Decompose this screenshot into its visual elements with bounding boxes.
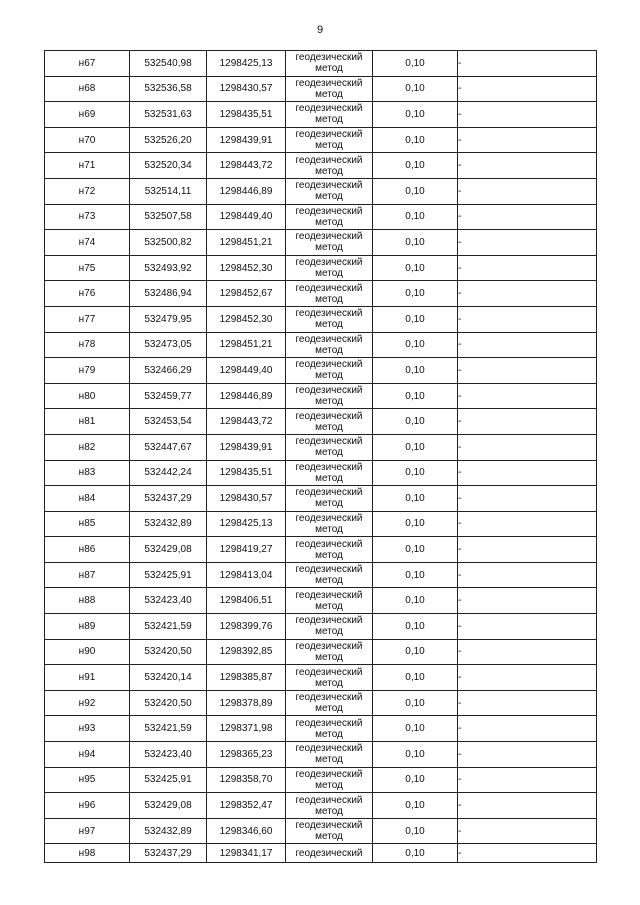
method-cell: [286, 844, 373, 863]
x-coordinate-cell: 532500,82: [130, 230, 207, 256]
x-coordinate-cell: 532453,54: [130, 409, 207, 435]
table-row: [45, 102, 597, 128]
method-line-2: метод: [315, 216, 343, 228]
accuracy-cell: 0,10: [373, 383, 458, 409]
x-coordinate-cell: 532425,91: [130, 767, 207, 793]
accuracy-cell: 0,10: [373, 486, 458, 512]
method-cell: [286, 818, 373, 844]
table-row: [45, 332, 597, 358]
method-line-1: геодезический: [295, 77, 363, 89]
accuracy-cell: 0,10: [373, 588, 458, 614]
method-line-2: метод: [315, 498, 343, 510]
method-line-1: геодезический: [295, 129, 363, 141]
method-cell: [286, 332, 373, 358]
note-cell: -: [458, 332, 597, 358]
method-line-1: геодезический: [295, 333, 363, 345]
point-name-cell: н86: [45, 537, 130, 563]
note-cell: -: [458, 204, 597, 230]
x-coordinate-cell: 532466,29: [130, 358, 207, 384]
method-line-2: метод: [315, 549, 343, 561]
y-coordinate-cell: 1298419,27: [207, 537, 286, 563]
note-cell: -: [458, 51, 597, 77]
accuracy-cell: 0,10: [373, 358, 458, 384]
x-coordinate-cell: 532423,40: [130, 742, 207, 768]
method-line-1: геодезический: [295, 308, 363, 320]
x-coordinate-cell: 532486,94: [130, 281, 207, 307]
note-cell: -: [458, 537, 597, 563]
x-coordinate-cell: 532507,58: [130, 204, 207, 230]
note-cell: -: [458, 793, 597, 819]
accuracy-cell: 0,10: [373, 716, 458, 742]
accuracy-cell: 0,10: [373, 127, 458, 153]
method-cell: [286, 281, 373, 307]
point-name-cell: н84: [45, 486, 130, 512]
y-coordinate-cell: 1298392,85: [207, 639, 286, 665]
note-cell: -: [458, 742, 597, 768]
point-name-cell: н81: [45, 409, 130, 435]
table-row: [45, 127, 597, 153]
accuracy-cell: 0,10: [373, 844, 458, 863]
note-cell: -: [458, 153, 597, 179]
y-coordinate-cell: 1298452,30: [207, 255, 286, 281]
note-cell: -: [458, 818, 597, 844]
note-cell: -: [458, 614, 597, 640]
method-line-1: геодезический: [295, 52, 363, 64]
method-cell: [286, 127, 373, 153]
note-cell: -: [458, 690, 597, 716]
note-cell: -: [458, 255, 597, 281]
method-line-1: геодезический: [295, 103, 363, 115]
method-cell: [286, 511, 373, 537]
note-cell: -: [458, 844, 597, 863]
method-line-2: метод: [315, 447, 343, 459]
y-coordinate-cell: 1298425,13: [207, 51, 286, 77]
method-cell: [286, 51, 373, 77]
accuracy-cell: 0,10: [373, 281, 458, 307]
note-cell: -: [458, 486, 597, 512]
accuracy-cell: 0,10: [373, 255, 458, 281]
note-cell: -: [458, 639, 597, 665]
point-name-cell: н79: [45, 358, 130, 384]
point-name-cell: н96: [45, 793, 130, 819]
method-line-1: геодезический: [295, 820, 363, 832]
y-coordinate-cell: 1298451,21: [207, 230, 286, 256]
method-line-1: геодезический: [295, 794, 363, 806]
table-row: [45, 409, 597, 435]
note-cell: -: [458, 588, 597, 614]
method-cell: [286, 537, 373, 563]
method-line-2: метод: [315, 575, 343, 587]
y-coordinate-cell: 1298358,70: [207, 767, 286, 793]
x-coordinate-cell: 532479,95: [130, 306, 207, 332]
method-line-1: геодезический: [295, 589, 363, 601]
method-line-1: геодезический: [295, 282, 363, 294]
note-cell: -: [458, 562, 597, 588]
accuracy-cell: 0,10: [373, 742, 458, 768]
method-line-2: метод: [315, 268, 343, 280]
point-name-cell: н76: [45, 281, 130, 307]
point-name-cell: н97: [45, 818, 130, 844]
method-line-1: геодезический: [295, 257, 363, 269]
y-coordinate-cell: 1298378,89: [207, 690, 286, 716]
y-coordinate-cell: 1298435,51: [207, 460, 286, 486]
accuracy-cell: 0,10: [373, 537, 458, 563]
x-coordinate-cell: 532493,92: [130, 255, 207, 281]
table-row: [45, 665, 597, 691]
method-line-2: метод: [315, 344, 343, 356]
accuracy-cell: 0,10: [373, 51, 458, 77]
point-name-cell: н73: [45, 204, 130, 230]
method-cell: [286, 716, 373, 742]
method-cell: [286, 614, 373, 640]
accuracy-cell: 0,10: [373, 434, 458, 460]
point-name-cell: н78: [45, 332, 130, 358]
x-coordinate-cell: 532540,98: [130, 51, 207, 77]
table-row: [45, 588, 597, 614]
method-cell: [286, 639, 373, 665]
method-cell: [286, 102, 373, 128]
x-coordinate-cell: 532520,34: [130, 153, 207, 179]
point-name-cell: н98: [45, 844, 130, 863]
accuracy-cell: 0,10: [373, 76, 458, 102]
y-coordinate-cell: 1298451,21: [207, 332, 286, 358]
table-row: [45, 178, 597, 204]
point-name-cell: н67: [45, 51, 130, 77]
point-name-cell: н95: [45, 767, 130, 793]
point-name-cell: н77: [45, 306, 130, 332]
note-cell: -: [458, 511, 597, 537]
method-line-1: геодезический: [295, 205, 363, 217]
method-line-2: метод: [315, 703, 343, 715]
x-coordinate-cell: 532420,50: [130, 690, 207, 716]
table-row: [45, 716, 597, 742]
x-coordinate-cell: 532432,89: [130, 511, 207, 537]
method-line-1: геодезический: [295, 231, 363, 243]
x-coordinate-cell: 532459,77: [130, 383, 207, 409]
table-row: [45, 614, 597, 640]
point-name-cell: н94: [45, 742, 130, 768]
y-coordinate-cell: 1298413,04: [207, 562, 286, 588]
method-line-1: геодезический: [295, 847, 363, 859]
x-coordinate-cell: 532536,58: [130, 76, 207, 102]
method-cell: [286, 230, 373, 256]
method-line-1: геодезический: [295, 154, 363, 166]
y-coordinate-cell: 1298435,51: [207, 102, 286, 128]
point-name-cell: н88: [45, 588, 130, 614]
accuracy-cell: 0,10: [373, 102, 458, 128]
table-row: [45, 255, 597, 281]
x-coordinate-cell: 532437,29: [130, 844, 207, 863]
method-cell: [286, 460, 373, 486]
method-cell: [286, 742, 373, 768]
method-cell: [286, 204, 373, 230]
point-name-cell: н90: [45, 639, 130, 665]
x-coordinate-cell: 532429,08: [130, 537, 207, 563]
table-row: [45, 153, 597, 179]
method-line-1: геодезический: [295, 512, 363, 524]
table-row: [45, 204, 597, 230]
method-line-2: метод: [315, 472, 343, 484]
method-cell: [286, 409, 373, 435]
y-coordinate-cell: 1298449,40: [207, 358, 286, 384]
point-name-cell: н83: [45, 460, 130, 486]
method-line-2: метод: [315, 165, 343, 177]
y-coordinate-cell: 1298439,91: [207, 127, 286, 153]
method-cell: [286, 665, 373, 691]
x-coordinate-cell: 532425,91: [130, 562, 207, 588]
method-line-2: метод: [315, 88, 343, 100]
method-line-1: геодезический: [295, 666, 363, 678]
y-coordinate-cell: 1298365,23: [207, 742, 286, 768]
note-cell: -: [458, 460, 597, 486]
method-line-1: геодезический: [295, 640, 363, 652]
accuracy-cell: 0,10: [373, 665, 458, 691]
table-row: [45, 460, 597, 486]
y-coordinate-cell: 1298425,13: [207, 511, 286, 537]
y-coordinate-cell: 1298430,57: [207, 486, 286, 512]
note-cell: -: [458, 178, 597, 204]
method-cell: [286, 178, 373, 204]
method-line-1: геодезический: [295, 717, 363, 729]
table-row: [45, 767, 597, 793]
table-row: [45, 511, 597, 537]
accuracy-cell: 0,10: [373, 460, 458, 486]
note-cell: -: [458, 76, 597, 102]
table-row: [45, 358, 597, 384]
note-cell: -: [458, 665, 597, 691]
point-name-cell: н85: [45, 511, 130, 537]
method-cell: [286, 255, 373, 281]
point-name-cell: н80: [45, 383, 130, 409]
table-row: [45, 76, 597, 102]
table-row: [45, 537, 597, 563]
method-line-1: геодезический: [295, 564, 363, 576]
y-coordinate-cell: 1298352,47: [207, 793, 286, 819]
accuracy-cell: 0,10: [373, 767, 458, 793]
x-coordinate-cell: 532432,89: [130, 818, 207, 844]
accuracy-cell: 0,10: [373, 614, 458, 640]
method-line-2: метод: [315, 523, 343, 535]
accuracy-cell: 0,10: [373, 178, 458, 204]
method-cell: [286, 358, 373, 384]
method-cell: [286, 434, 373, 460]
note-cell: -: [458, 127, 597, 153]
x-coordinate-cell: 532447,67: [130, 434, 207, 460]
method-line-1: геодезический: [295, 180, 363, 192]
accuracy-cell: 0,10: [373, 511, 458, 537]
method-line-2: метод: [315, 293, 343, 305]
point-name-cell: н72: [45, 178, 130, 204]
page-number: 9: [316, 24, 324, 36]
method-line-1: геодезический: [295, 538, 363, 550]
accuracy-cell: 0,10: [373, 690, 458, 716]
y-coordinate-cell: 1298443,72: [207, 409, 286, 435]
method-line-2: метод: [315, 319, 343, 331]
note-cell: -: [458, 409, 597, 435]
method-line-2: метод: [315, 140, 343, 152]
x-coordinate-cell: 532420,14: [130, 665, 207, 691]
y-coordinate-cell: 1298452,67: [207, 281, 286, 307]
method-cell: [286, 588, 373, 614]
method-line-1: геодезический: [295, 692, 363, 704]
method-line-2: метод: [315, 805, 343, 817]
method-line-2: метод: [315, 831, 343, 843]
table-row: [45, 690, 597, 716]
method-line-2: метод: [315, 600, 343, 612]
accuracy-cell: 0,10: [373, 409, 458, 435]
method-line-2: метод: [315, 242, 343, 254]
method-line-2: метод: [315, 63, 343, 75]
accuracy-cell: 0,10: [373, 153, 458, 179]
method-line-2: метод: [315, 651, 343, 663]
method-line-1: геодезический: [295, 487, 363, 499]
method-line-1: геодезический: [295, 436, 363, 448]
y-coordinate-cell: 1298439,91: [207, 434, 286, 460]
y-coordinate-cell: 1298446,89: [207, 178, 286, 204]
y-coordinate-cell: 1298371,98: [207, 716, 286, 742]
y-coordinate-cell: 1298399,76: [207, 614, 286, 640]
coordinates-table: [44, 50, 597, 863]
y-coordinate-cell: 1298452,30: [207, 306, 286, 332]
point-name-cell: н87: [45, 562, 130, 588]
method-cell: [286, 76, 373, 102]
x-coordinate-cell: 532423,40: [130, 588, 207, 614]
accuracy-cell: 0,10: [373, 562, 458, 588]
coordinates-table-body: [45, 51, 597, 863]
x-coordinate-cell: 532421,59: [130, 614, 207, 640]
method-line-1: геодезический: [295, 410, 363, 422]
table-row: [45, 306, 597, 332]
method-line-1: геодезический: [295, 615, 363, 627]
method-line-2: метод: [315, 754, 343, 766]
x-coordinate-cell: 532473,05: [130, 332, 207, 358]
point-name-cell: н69: [45, 102, 130, 128]
point-name-cell: н74: [45, 230, 130, 256]
method-cell: [286, 383, 373, 409]
table-row: [45, 639, 597, 665]
table-row: [45, 281, 597, 307]
point-name-cell: н91: [45, 665, 130, 691]
method-line-2: метод: [315, 421, 343, 433]
point-name-cell: н92: [45, 690, 130, 716]
method-line-2: метод: [315, 396, 343, 408]
table-row: [45, 434, 597, 460]
table-row: [45, 844, 597, 863]
method-line-1: геодезический: [295, 768, 363, 780]
accuracy-cell: 0,10: [373, 793, 458, 819]
accuracy-cell: 0,10: [373, 818, 458, 844]
note-cell: -: [458, 281, 597, 307]
point-name-cell: н75: [45, 255, 130, 281]
method-line-1: геодезический: [295, 385, 363, 397]
note-cell: -: [458, 358, 597, 384]
x-coordinate-cell: 532442,24: [130, 460, 207, 486]
method-line-1: геодезический: [295, 461, 363, 473]
method-cell: [286, 793, 373, 819]
table-row: [45, 818, 597, 844]
table-row: [45, 562, 597, 588]
table-row: [45, 230, 597, 256]
x-coordinate-cell: 532514,11: [130, 178, 207, 204]
table-row: [45, 486, 597, 512]
accuracy-cell: 0,10: [373, 639, 458, 665]
y-coordinate-cell: 1298430,57: [207, 76, 286, 102]
note-cell: -: [458, 434, 597, 460]
y-coordinate-cell: 1298385,87: [207, 665, 286, 691]
x-coordinate-cell: 532429,08: [130, 793, 207, 819]
table-row: [45, 51, 597, 77]
point-name-cell: н82: [45, 434, 130, 460]
x-coordinate-cell: 532420,50: [130, 639, 207, 665]
method-line-2: метод: [315, 370, 343, 382]
note-cell: -: [458, 102, 597, 128]
y-coordinate-cell: 1298341,17: [207, 844, 286, 863]
note-cell: -: [458, 230, 597, 256]
accuracy-cell: 0,10: [373, 204, 458, 230]
accuracy-cell: 0,10: [373, 332, 458, 358]
method-line-2: метод: [315, 728, 343, 740]
accuracy-cell: 0,10: [373, 230, 458, 256]
point-name-cell: н70: [45, 127, 130, 153]
method-cell: [286, 690, 373, 716]
table-row: [45, 793, 597, 819]
point-name-cell: н68: [45, 76, 130, 102]
method-cell: [286, 767, 373, 793]
method-line-2: метод: [315, 677, 343, 689]
point-name-cell: н71: [45, 153, 130, 179]
y-coordinate-cell: 1298406,51: [207, 588, 286, 614]
y-coordinate-cell: 1298446,89: [207, 383, 286, 409]
method-line-1: геодезический: [295, 359, 363, 371]
method-cell: [286, 562, 373, 588]
x-coordinate-cell: 532526,20: [130, 127, 207, 153]
note-cell: -: [458, 767, 597, 793]
x-coordinate-cell: 532437,29: [130, 486, 207, 512]
method-cell: [286, 486, 373, 512]
y-coordinate-cell: 1298346,60: [207, 818, 286, 844]
table-row: [45, 742, 597, 768]
point-name-cell: н93: [45, 716, 130, 742]
note-cell: -: [458, 716, 597, 742]
point-name-cell: н89: [45, 614, 130, 640]
x-coordinate-cell: 532421,59: [130, 716, 207, 742]
method-line-2: метод: [315, 114, 343, 126]
accuracy-cell: 0,10: [373, 306, 458, 332]
method-line-2: метод: [315, 779, 343, 791]
x-coordinate-cell: 532531,63: [130, 102, 207, 128]
method-line-2: метод: [315, 191, 343, 203]
y-coordinate-cell: 1298443,72: [207, 153, 286, 179]
method-line-1: геодезический: [295, 743, 363, 755]
y-coordinate-cell: 1298449,40: [207, 204, 286, 230]
method-cell: [286, 153, 373, 179]
note-cell: -: [458, 306, 597, 332]
table-row: [45, 383, 597, 409]
method-cell: [286, 306, 373, 332]
note-cell: -: [458, 383, 597, 409]
method-line-2: метод: [315, 626, 343, 638]
